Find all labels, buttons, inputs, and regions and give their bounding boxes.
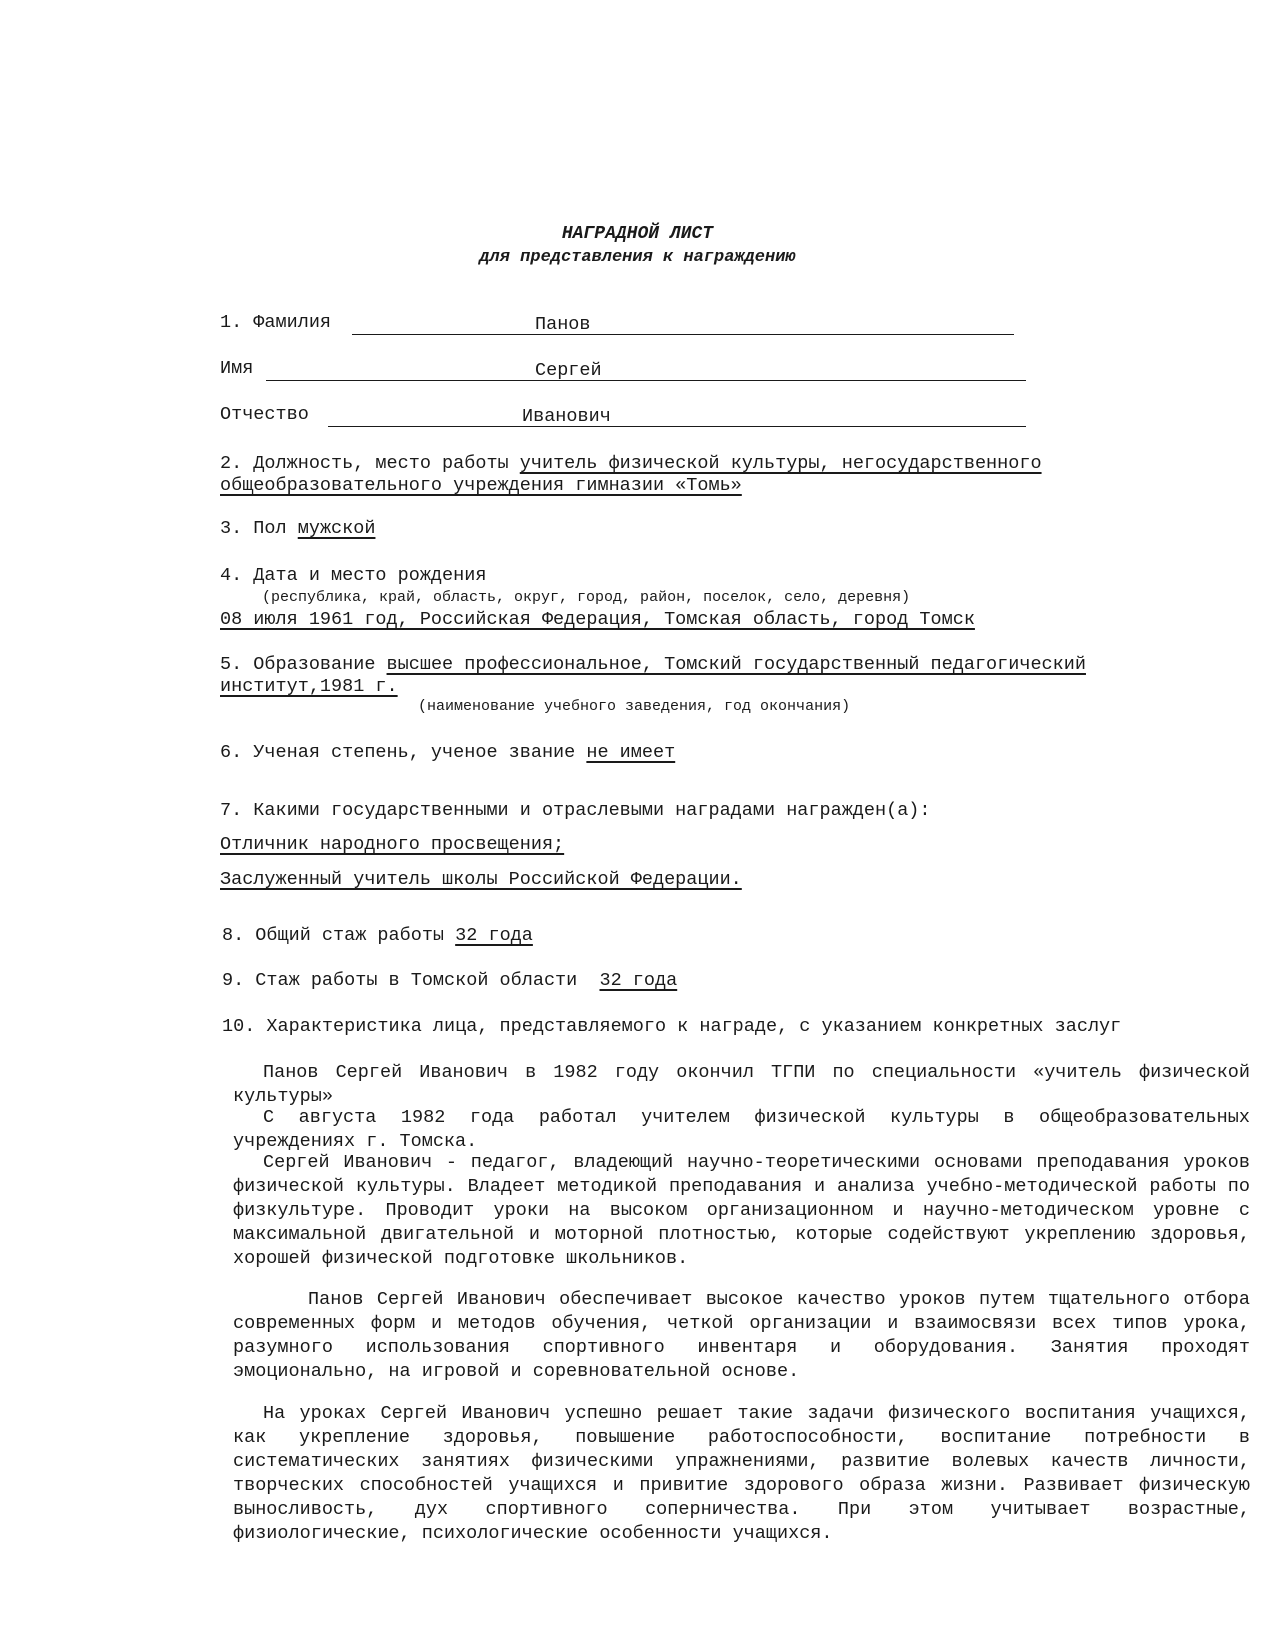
characteristic-label: 10. Характеристика лица, представляемого к награде, с указанием конкретных заслуг xyxy=(222,1016,1122,1037)
education-field xyxy=(220,653,1086,677)
total-experience-value: 32 года xyxy=(455,925,533,946)
sex-value: мужской xyxy=(297,518,376,539)
total-experience-field xyxy=(222,924,533,948)
region-experience-value: 32 года xyxy=(599,970,678,991)
sex-field xyxy=(220,517,375,541)
education-value-line1: высшее профессиональное, Томский государственный педагогический xyxy=(386,654,1086,675)
education-value-line2: институт,1981 г. xyxy=(220,676,398,697)
patronymic-label: Отчество xyxy=(220,404,309,425)
region-experience-field xyxy=(222,969,677,993)
degree-value: не имеет xyxy=(586,742,676,763)
education-label: 5. Образование xyxy=(220,654,376,675)
award-item: Отличник народного просвещения; xyxy=(220,834,565,855)
sex-label: 3. Пол xyxy=(220,518,287,539)
document-subtitle: для представления к награждению xyxy=(479,248,796,267)
position-value-line1: учитель физической культуры, негосударственного xyxy=(519,453,1042,474)
characteristic-paragraph: С августа 1982 года работал учителем физической культуры в общеобразовательных учреждениях г. Томска. xyxy=(233,1107,1250,1152)
surname-value: Панов xyxy=(535,314,591,335)
name-value: Сергей xyxy=(535,360,602,381)
award-item: Заслуженный учитель школы Российской Федерации. xyxy=(220,869,742,890)
surname-label: 1. Фамилия xyxy=(220,312,332,333)
birth-value: 08 июля 1961 год, Российская Федерация, Томская область, город Томск xyxy=(220,609,975,630)
characteristic-paragraph: Панов Сергей Иванович обеспечивает высокое качество уроков путем тщательного отбора современных форм и методов обучения, четкой организации и взаимосвязи всех типов урока, разумного использования спортивного инвентаря и оборудования. Занятия проходят эмоционально, на игровой и соревновательной основе. xyxy=(233,1289,1250,1382)
education-hint: (наименование учебного заведения, год окончания) xyxy=(418,698,851,715)
degree-field xyxy=(220,741,675,765)
birth-hint: (республика, край, область, округ, город, район, поселок, село, деревня) xyxy=(262,589,911,606)
surname-underline xyxy=(352,334,1014,335)
awards-label: 7. Какими государственными и отраслевыми наградами награжден(а): xyxy=(220,800,931,821)
total-experience-label: 8. Общий стаж работы xyxy=(222,925,445,946)
name-underline xyxy=(266,380,1026,381)
patronymic-underline xyxy=(328,426,1026,427)
birth-label: 4. Дата и место рождения xyxy=(220,565,487,586)
name-label: Имя xyxy=(220,358,254,379)
document-title: НАГРАДНОЙ ЛИСТ xyxy=(561,224,714,244)
position-value-line2: общеобразовательного учреждения гимназии «Томь» xyxy=(220,475,742,496)
degree-label: 6. Ученая степень, ученое звание xyxy=(220,742,576,763)
region-experience-label: 9. Стаж работы в Томской области xyxy=(222,970,578,991)
characteristic-paragraph: Сергей Иванович - педагог, владеющий научно-теоретическими основами преподавания уроков физической культуры. Владеет методикой преподавания и анализа учебно-методической работы по физкультуре. Проводит уроки на высоком организационном и научно-методическом уровне с максимальной двигательной и моторной плотностью, которые содействуют укреплению здоровья, хорошей физической подготовке школьников. xyxy=(233,1152,1250,1269)
position-label: 2. Должность, место работы xyxy=(220,453,509,474)
patronymic-value: Иванович xyxy=(522,406,611,427)
characteristic-paragraph: Панов Сергей Иванович в 1982 году окончил ТГПИ по специальности «учитель физической культуры» xyxy=(233,1062,1250,1107)
position-field xyxy=(220,452,1042,476)
characteristic-paragraph: На уроках Сергей Иванович успешно решает такие задачи физического воспитания учащихся, как укрепление здоровья, повышение работоспособности, воспитание потребности в систематических занятиях физическими упражнениями, развитие волевых качеств личности, творческих способностей учащихся и привитие здорового образа жизни. Развивает физическую выносливость, дух спортивного соперничества. При этом учитывает возрастные, физиологические, психологические особенности учащихся. xyxy=(233,1403,1250,1544)
